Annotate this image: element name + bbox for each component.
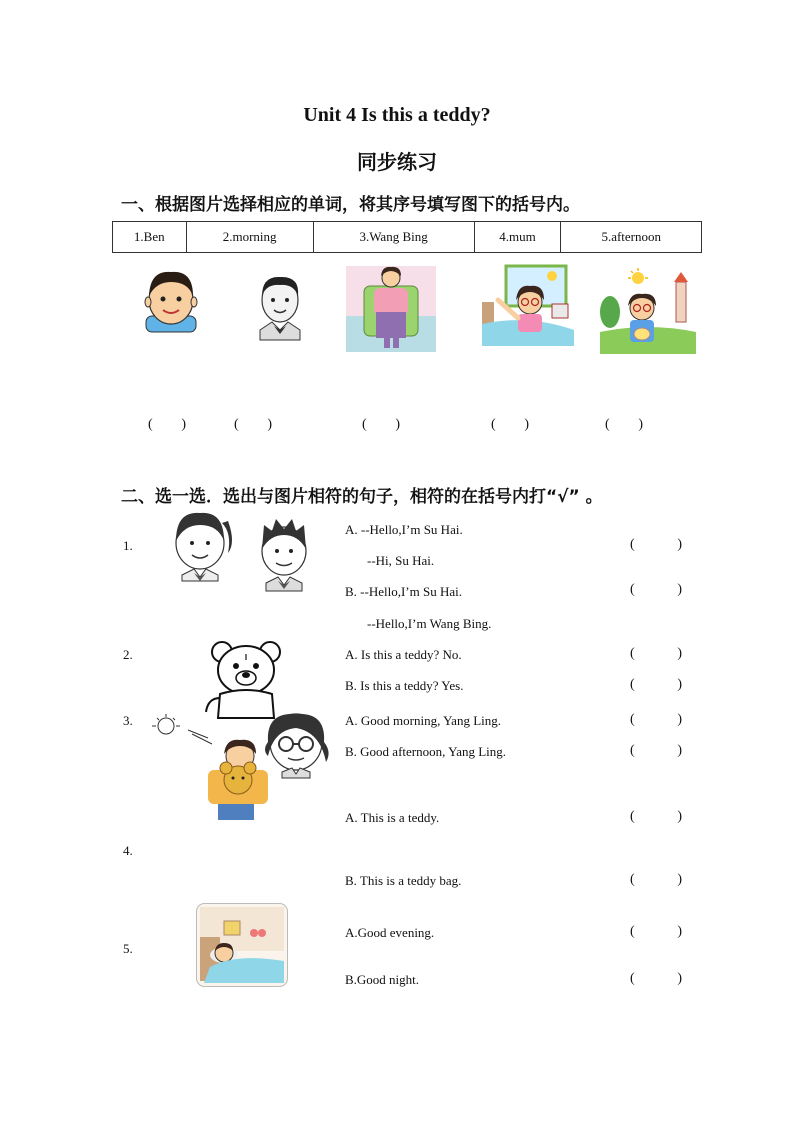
question-number: 1. bbox=[123, 538, 133, 553]
answer-blank[interactable] bbox=[630, 646, 682, 662]
paren-open: ( bbox=[630, 924, 635, 939]
answer-blank[interactable] bbox=[234, 417, 272, 433]
girl-teddy-sun-picture bbox=[148, 712, 332, 822]
word-cell: 5.afternoon bbox=[561, 222, 702, 253]
option-line: B. --Hello,I’m Su Hai. bbox=[345, 584, 462, 599]
paren-open: ( bbox=[630, 712, 635, 727]
paren-open: ( bbox=[630, 537, 635, 552]
child-sleeping-picture bbox=[196, 903, 288, 987]
boy-portrait-picture bbox=[250, 272, 310, 340]
paren-close: ) bbox=[677, 646, 682, 661]
paren-close: ) bbox=[677, 537, 682, 552]
answer-blank[interactable] bbox=[630, 743, 682, 759]
answer-blank[interactable] bbox=[148, 417, 186, 433]
paren-close: ) bbox=[677, 971, 682, 986]
paren-close: ) bbox=[677, 809, 682, 824]
paren-close: ) bbox=[677, 743, 682, 758]
option-line: A. Good morning, Yang Ling. bbox=[345, 713, 502, 728]
paren-close: ) bbox=[677, 924, 682, 939]
option-line: A. This is a teddy. bbox=[345, 810, 440, 825]
word-cell: 2.morning bbox=[186, 222, 313, 253]
question-number: 5. bbox=[123, 941, 133, 956]
word-table bbox=[112, 221, 702, 253]
paren-close: ) bbox=[267, 417, 272, 432]
answer-blank[interactable] bbox=[362, 417, 400, 433]
option-line: --Hi, Su Hai. bbox=[367, 553, 435, 568]
option-line: A. --Hello,I’m Su Hai. bbox=[345, 522, 463, 537]
answer-blank[interactable] bbox=[630, 582, 682, 598]
two-children-picture bbox=[166, 503, 316, 593]
paren-open: ( bbox=[605, 417, 610, 432]
paren-open: ( bbox=[630, 809, 635, 824]
answer-blank[interactable] bbox=[491, 417, 529, 433]
option-line: A. Is this a teddy? No. bbox=[345, 647, 462, 662]
paren-open: ( bbox=[630, 646, 635, 661]
answer-blank[interactable] bbox=[630, 924, 682, 940]
paren-close: ) bbox=[638, 417, 643, 432]
paren-open: ( bbox=[630, 582, 635, 597]
option-line: B. This is a teddy bag. bbox=[345, 873, 462, 888]
paren-open: ( bbox=[630, 971, 635, 986]
option-line: --Hello,I’m Wang Bing. bbox=[367, 616, 492, 631]
paren-open: ( bbox=[491, 417, 496, 432]
option-line: A.Good evening. bbox=[345, 925, 435, 940]
answer-blank[interactable] bbox=[630, 971, 682, 987]
paren-close: ) bbox=[524, 417, 529, 432]
paren-open: ( bbox=[234, 417, 239, 432]
paren-close: ) bbox=[181, 417, 186, 432]
boy-face-picture bbox=[140, 268, 202, 332]
paren-open: ( bbox=[148, 417, 153, 432]
page-title: Unit 4 Is this a teddy? bbox=[303, 104, 491, 126]
section2-heading: 二、选一选．选出与图片相符的句子，相符的在括号内打“√” 。 bbox=[121, 487, 603, 507]
question-number: 4. bbox=[123, 843, 133, 858]
option-line: B. Is this a teddy? Yes. bbox=[345, 678, 464, 693]
paren-open: ( bbox=[630, 872, 635, 887]
paren-open: ( bbox=[630, 677, 635, 692]
answer-blank[interactable] bbox=[605, 417, 643, 433]
paren-close: ) bbox=[677, 712, 682, 727]
girl-waking-picture bbox=[482, 264, 574, 346]
teddy-bear-picture bbox=[204, 638, 288, 718]
option-line: B.Good night. bbox=[345, 972, 420, 987]
word-cell: 4.mum bbox=[474, 222, 561, 253]
answer-blank[interactable] bbox=[630, 537, 682, 553]
answer-blank[interactable] bbox=[630, 809, 682, 825]
paren-close: ) bbox=[677, 677, 682, 692]
section1-heading: 一、根据图片选择相应的单词，将其序号填写图下的括号内。 bbox=[121, 195, 580, 215]
paren-open: ( bbox=[630, 743, 635, 758]
word-cell: 1.Ben bbox=[113, 222, 187, 253]
option-line: B. Good afternoon, Yang Ling. bbox=[345, 744, 507, 759]
question-number: 2. bbox=[123, 647, 133, 662]
mum-armchair-picture bbox=[346, 266, 436, 352]
paren-open: ( bbox=[362, 417, 367, 432]
word-cell: 3.Wang Bing bbox=[313, 222, 474, 253]
answer-blank[interactable] bbox=[630, 872, 682, 888]
paren-close: ) bbox=[677, 872, 682, 887]
page-subtitle: 同步练习 bbox=[357, 150, 437, 174]
paren-close: ) bbox=[395, 417, 400, 432]
answer-blank[interactable] bbox=[630, 712, 682, 728]
answer-blank[interactable] bbox=[630, 677, 682, 693]
paren-close: ) bbox=[677, 582, 682, 597]
question-number: 3. bbox=[123, 713, 133, 728]
girl-outdoors-picture bbox=[600, 268, 696, 354]
